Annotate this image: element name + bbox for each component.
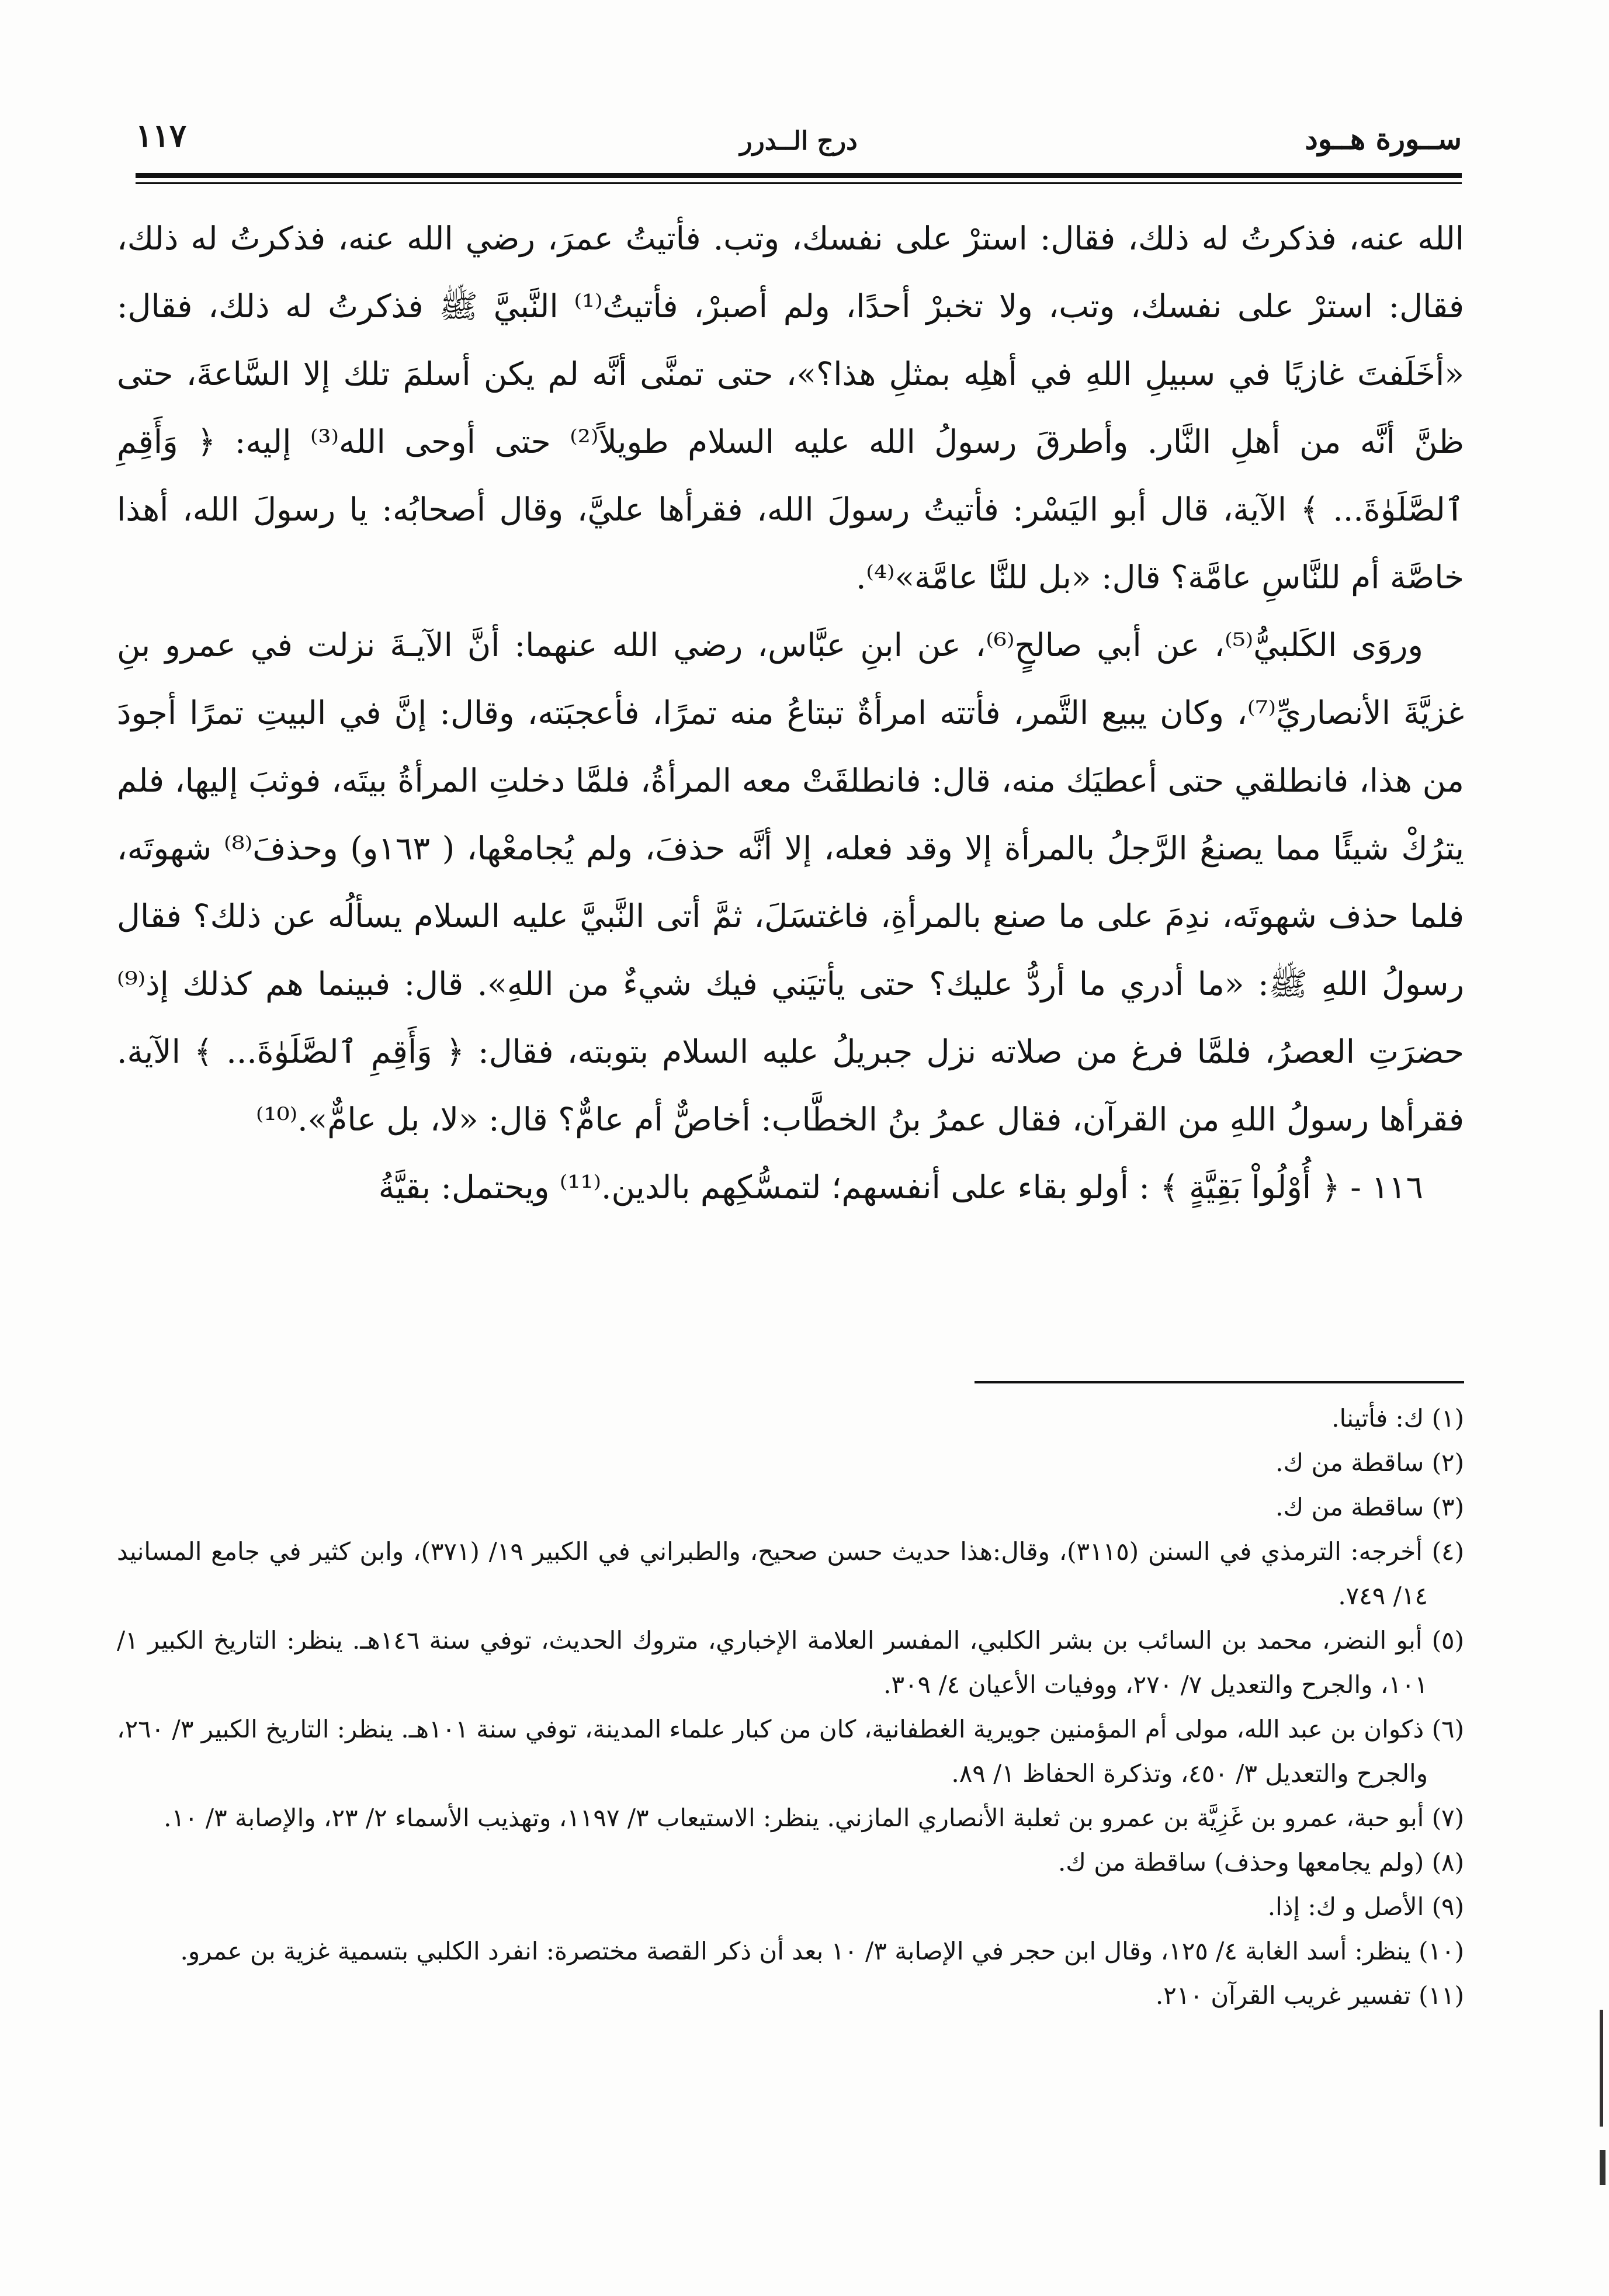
footnote-separator <box>975 1381 1464 1383</box>
body-text <box>117 204 1464 1309</box>
body-paragraph-2: وروَى الكَلبيُّ⁽⁵⁾، عن أبي صالحٍ⁽⁶⁾، عن ابنِ عبَّاس، رضي الله عنهما: أنَّ الآيـةَ نزلت في عمرو بنِ غزيَّةَ الأنصاريِّ⁽⁷⁾، وكان يبيع التَّمر، فأتته امرأةٌ تبتاعُ منه تمرًا، فأعجبَته، وقال: إنَّ في البيتِ تمرًا أجودَ من هذا، فانطلقي حتى أعطيَك منه، قال: فانطلقَتْ معه المرأةُ، فلمَّا دخلتِ المرأةُ بيتَه، فوثبَ إليها، فلم يترُكْ شيئًا مما يصنعُ الرَّجلُ بالمرأة إلا وقد فعله، إلا أنَّه حذفَ، ولم يُجامعْها، ( ١٦٣و) وحذفَ⁽⁸⁾ شهوتَه، فلما حذف شهوتَه، ندِمَ على ما صنع بالمرأةِ، فاغتسَلَ، ثمَّ أتى النَّبيَّ عليه السلام يسألُه عن ذلك؟ فقال رسولُ اللهِ ﷺ: «ما أدري ما أردُّ عليك؟ حتى يأتيَني فيك شيءٌ من اللهِ». قال: فبينما هم كذلك إذ⁽⁹⁾ حضرَتِ العصرُ، فلمَّا فرغ من صلاته نزل جبريلُ عليه السلام بتوبته، فقال: ﴿ وَأَقِمِ ٱلصَّلَوٰةَ... ﴾ الآية. فقرأها رسولُ اللهِ من القرآن، فقال عمرُ بنُ الخطَّاب: أخاصٌّ أم عامٌّ؟ قال: «لا، بل عامٌّ».⁽¹⁰⁾ <box>117 626 1465 1138</box>
footnote-4: (٤) أخرجه: الترمذي في السنن (٣١١٥)، وقال:هذا حديث حسن صحيح، والطبراني في الكبير ١٩/ (٣٧١)، وابن كثير في جامع المسانيد ١٤/ ٧٤٩. <box>117 1537 1464 1610</box>
footnote-7: (٧) أبو حبة، عمرو بن غَزِيَّة بن عمرو بن ثعلبة الأنصاري المازني. ينظر: الاستيعاب ٣/ ١١٩٧، وتهذيب الأسماء ٢/ ٢٣، والإصابة ٣/ ١٠. <box>164 1803 1464 1832</box>
footnotes <box>117 1396 1464 2018</box>
footnote-8: (٨) (ولم يجامعها وحذف) ساقطة من ك. <box>1057 1848 1464 1877</box>
footnote-9: (٩) الأصل و ك: إذا. <box>1267 1892 1464 1921</box>
footnote-3: (٣) ساقطة من ك. <box>1275 1493 1464 1521</box>
header-rule-thin <box>136 182 1462 184</box>
footnote-2: (٢) ساقطة من ك. <box>1275 1448 1464 1477</box>
footnote-6: (٦) ذكوان بن عبد الله، مولى أم المؤمنين جويرية الغطفانية، كان من كبار علماء المدينة، توفي سنة ١٠١هـ. ينظر: التاريخ الكبير ٣/ ٢٦٠، والجرح والتعديل ٣/ ٤٥٠، وتذكرة الحفاظ ١/ ٨٩. <box>117 1715 1464 1788</box>
page-number: ١١٧ <box>136 117 187 154</box>
surah-title: ســورة هــود <box>1305 122 1462 156</box>
body-paragraph-3: ١١٦ - ﴿ أُوْلُواْ بَقِيَّةٍ ﴾ : أولو بقاء على أنفسهم؛ لتمسُّكِهم بالدين.⁽¹¹⁾ ويحتمل: بقيَّةُ <box>378 1168 1423 1206</box>
header-rule-thick <box>136 173 1462 178</box>
scan-edge-mark <box>1600 2150 1605 2185</box>
book-title: درج الــدرر <box>740 126 858 156</box>
page-header <box>136 111 1462 175</box>
footnote-11: (١١) تفسير غريب القرآن ٢١٠. <box>1155 1981 1464 2010</box>
footnote-5: (٥) أبو النضر، محمد بن السائب بن بشر الكلبي، المفسر العلامة الإخباري، متروك الحديث، توفي سنة ١٤٦هـ. ينظر: التاريخ الكبير ١/ ١٠١، والجرح والتعديل ٧/ ٢٧٠، ووفيات الأعيان ٤/ ٣٠٩. <box>117 1626 1464 1699</box>
footnote-1: (١) ك: فأتينا. <box>1331 1404 1464 1433</box>
footnote-10: (١٠) ينظر: أسد الغابة ٤/ ١٢٥، وقال ابن حجر في الإصابة ٣/ ١٠ بعد أن ذكر القصة مختصرة: انفرد الكلبي بتسمية غزية بن عمرو. <box>180 1937 1464 1965</box>
scan-edge-mark <box>1600 2010 1603 2127</box>
body-paragraph-1: الله عنه، فذكرتُ له ذلك، فقال: استرْ على نفسك، وتب. فأتيتُ عمرَ، رضي الله عنه، فذكرتُ له ذلك، فقال: استرْ على نفسك، وتب، ولا تخبرْ أحدًا، ولم أصبرْ، فأتيتُ⁽¹⁾ النَّبيَّ ﷺ فذكرتُ له ذلك، فقال: «أخَلَفتَ غازيًا في سبيلِ اللهِ في أهلِه بمثلِ هذا؟»، حتى تمنَّى أنَّه لم يكن أسلمَ تلك إلا السَّاعةَ، حتى ظنَّ أنَّه من أهلِ النَّار. وأطرقَ رسولُ الله عليه السلام طويلاً⁽²⁾ حتى أوحى الله⁽³⁾ إليه: ﴿ وَأَقِمِ ٱلصَّلَوٰةَ... ﴾ الآية، قال أبو اليَسْر: فأتيتُ رسولَ الله، فقرأها عليَّ، وقال أصحابُه: يا رسولَ الله، أهذا خاصَّة أم للنَّاسِ عامَّة؟ قال: «بل للنَّا عامَّة»⁽⁴⁾. <box>117 220 1464 596</box>
